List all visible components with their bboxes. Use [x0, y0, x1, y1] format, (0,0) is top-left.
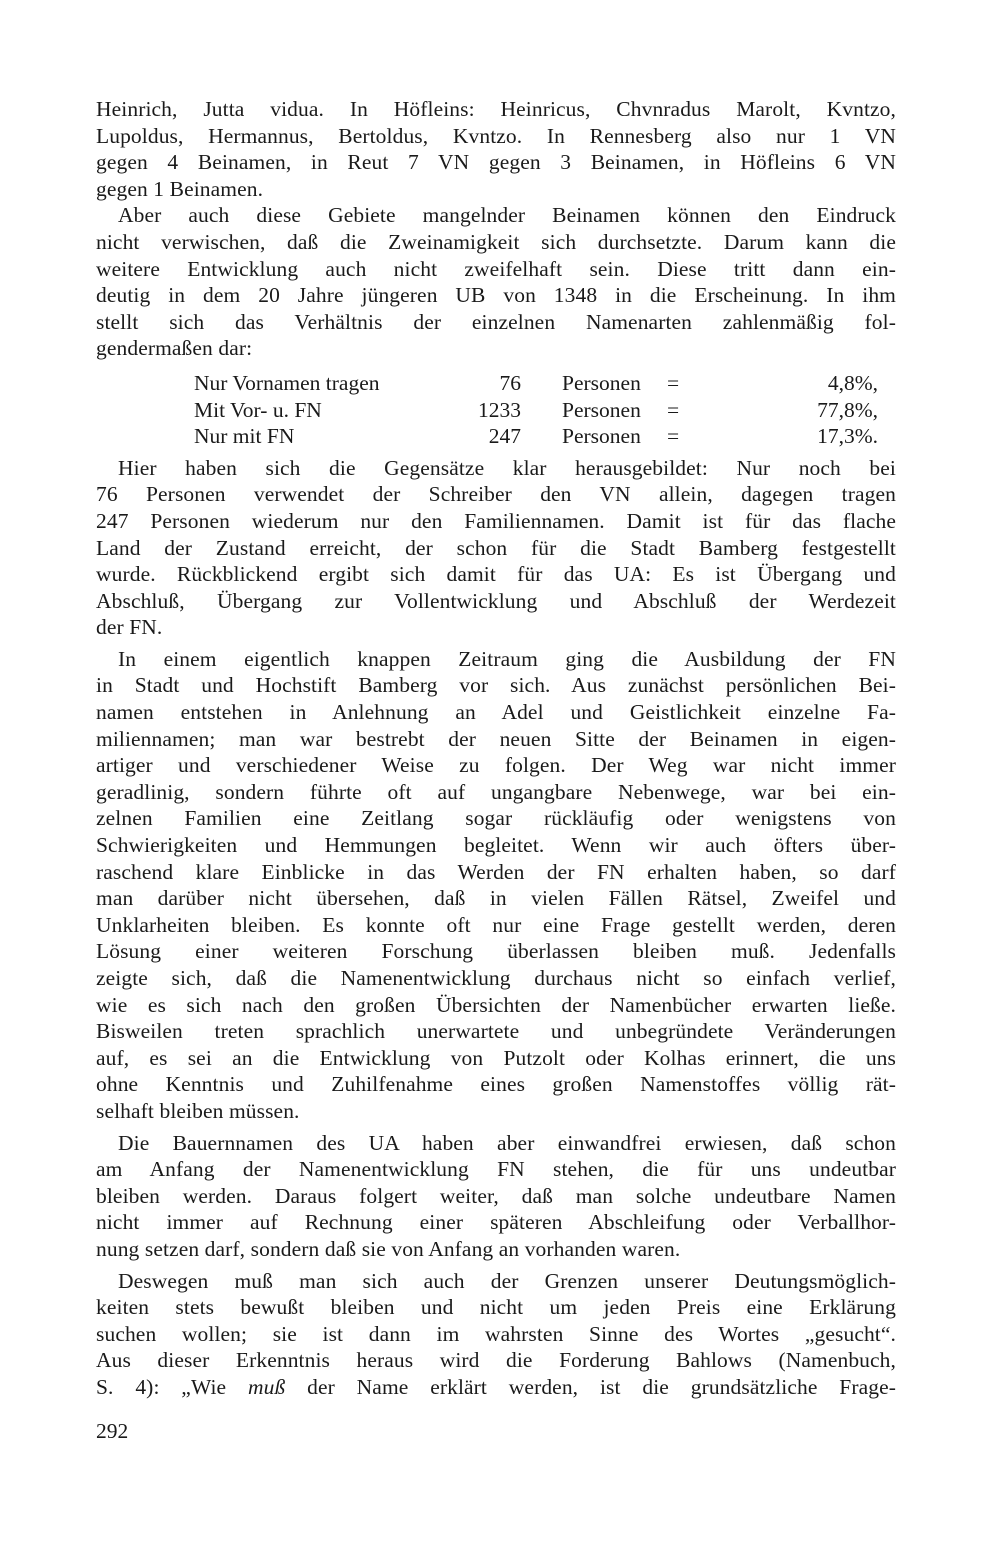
stat-count: 76	[499, 370, 521, 395]
stat-row	[96, 397, 896, 424]
stat-row	[96, 423, 896, 450]
text-line: Unklarheiten bleiben. Es konnte oft nur eine Frage gestellt werden, deren	[96, 912, 896, 937]
paragraph	[96, 202, 896, 362]
text-line: gegen 1 Beinamen.	[96, 176, 264, 201]
text-line: Aus dieser Erkenntnis heraus wird die Forderung Bahlows (Namenbuch,	[96, 1348, 896, 1373]
text-line: keiten stets bewußt bleiben und nicht um jeden Preis eine Erklärung	[96, 1295, 896, 1320]
text-line: namen entstehen in Anlehnung an Adel und Geistlichkeit einzelne Fa-	[96, 700, 896, 725]
stat-row	[96, 370, 896, 397]
text-line: Hier haben sich die Gegensätze klar herausgebildet: Nur noch bei	[118, 455, 896, 480]
stat-count: 247	[488, 424, 521, 449]
text-line: man darüber nicht übersehen, daß in vielen Fällen Rätsel, Zweifel und	[96, 886, 896, 911]
text-line: S. 4): „Wie muß der Name erklärt werden, ist die grundsätzliche Frage-	[96, 1374, 896, 1399]
stat-label: Nur Vornamen tragen	[194, 370, 380, 395]
text-line: selhaft bleiben müssen.	[96, 1098, 300, 1123]
text-line: deutig in dem 20 Jahre jüngeren UB von 1348 in die Erscheinung. In ihm	[96, 283, 896, 308]
paragraph	[96, 646, 896, 1125]
text-line: gendermaßen dar:	[96, 336, 253, 361]
text-line: am Anfang der Namenentwicklung FN stehen, die für uns undeutbar	[96, 1157, 896, 1182]
text-line: Heinrich, Jutta vidua. In Höfleins: Heinricus, Chvnradus Marolt, Kvntzo,	[96, 97, 896, 121]
text-line: In einem eigentlich knappen Zeitraum ging die Ausbildung der FN	[118, 646, 896, 671]
stat-unit: Personen	[562, 424, 641, 449]
paragraph	[96, 96, 896, 202]
stat-equals: =	[667, 397, 680, 422]
text-line: in Stadt und Hochstift Bamberg vor sich. Aus zunächst persönlichen Bei-	[96, 673, 896, 698]
text-line: ohne Kenntnis und Zuhilfenahme eines großen Namenstoffes völlig rät-	[96, 1072, 896, 1097]
page-number: 292	[96, 1419, 129, 1443]
paragraph	[96, 1130, 896, 1263]
stat-unit: Personen	[562, 397, 641, 422]
text-line: 76 Personen verwendet der Schreiber den VN allein, dagegen tragen	[96, 482, 896, 507]
text-line: Die Bauernnamen des UA haben aber einwandfrei erwiesen, daß schon	[118, 1130, 896, 1155]
text-line: wie es sich nach den großen Übersichten der Namenbücher erwarten ließe.	[96, 992, 896, 1017]
stat-count: 1233	[478, 397, 521, 422]
text-line: nung setzen darf, sondern daß sie von Anfang an vorhanden waren.	[96, 1236, 681, 1261]
stat-percent: 4,8%,	[827, 370, 878, 395]
stat-unit: Personen	[562, 370, 641, 395]
stat-percent: 17,3%.	[817, 424, 878, 449]
stat-label: Nur mit FN	[194, 424, 295, 449]
text-line: wurde. Rückblickend ergibt sich damit für das UA: Es ist Übergang und	[96, 562, 896, 587]
text-line: nicht verwischen, daß die Zweinamigkeit sich durchsetzte. Darum kann die	[96, 229, 896, 254]
text-line: suchen wollen; sie ist dann im wahrsten Sinne des Wortes „gesucht“.	[96, 1321, 896, 1346]
text-line: nicht immer auf Rechnung einer späteren Abschleifung oder Verballhor-	[96, 1210, 896, 1235]
text-line: 247 Personen wiederum nur den Familiennamen. Damit ist für das flache	[96, 508, 896, 533]
text-line: Aber auch diese Gebiete mangelnder Beinamen können den Eindruck	[118, 203, 896, 228]
stat-label: Mit Vor- u. FN	[194, 397, 322, 422]
text-line: Lupoldus, Hermannus, Bertoldus, Kvntzo. In Rennesberg also nur 1 VN	[96, 123, 896, 148]
text-line: raschend klare Einblicke in das Werden der FN erhalten haben, so darf	[96, 859, 896, 884]
text-line: gegen 4 Beinamen, in Reut 7 VN gegen 3 Beinamen, in Höfleins 6 VN	[96, 150, 896, 175]
text-line: auf, es sei an die Entwicklung von Putzolt oder Kolhas erinnert, die uns	[96, 1045, 896, 1070]
text-line: zeigte sich, daß die Namenentwicklung durchaus nicht so einfach verlief,	[96, 966, 896, 990]
text-line: miliennamen; man war bestrebt der neuen Sitte der Beinamen in eigen-	[96, 726, 896, 751]
text-line: Abschluß, Übergang zur Vollentwicklung und Abschluß der Werdezeit	[96, 588, 896, 613]
statistics-table	[96, 370, 896, 450]
stat-percent: 77,8%,	[817, 397, 878, 422]
page-body	[96, 96, 896, 1401]
text-line: Bisweilen treten sprachlich unerwartete und unbegründete Veränderungen	[96, 1019, 896, 1044]
text-line: Land der Zustand erreicht, der schon für die Stadt Bamberg festgestellt	[96, 535, 896, 560]
text-line: bleiben werden. Daraus folgert weiter, daß man solche undeutbare Namen	[96, 1183, 896, 1208]
stat-equals: =	[667, 424, 680, 449]
text-line: Lösung einer weiteren Forschung überlassen bleiben muß. Jedenfalls	[96, 939, 896, 964]
text-line: Schwierigkeiten und Hemmungen begleitet. Wenn wir auch öfters über-	[96, 833, 896, 858]
paragraph	[96, 455, 896, 641]
text-line: zelnen Familien eine Zeitlang sogar rückläufig oder wenigstens von	[96, 806, 896, 831]
text-line: Deswegen muß man sich auch der Grenzen unserer Deutungsmöglich-	[118, 1268, 896, 1293]
stat-equals: =	[667, 370, 680, 395]
text-line: artiger und verschiedener Weise zu folgen. Der Weg war nicht immer	[96, 753, 896, 778]
text-line: geradlinig, sondern führte oft auf ungangbare Nebenwege, war bei ein-	[96, 779, 896, 804]
text-line: stellt sich das Verhältnis der einzelnen Namenarten zahlenmäßig fol-	[96, 309, 896, 334]
text-line: der FN.	[96, 615, 163, 640]
text-line: weitere Entwicklung auch nicht zweifelhaft sein. Diese tritt dann ein-	[96, 256, 896, 281]
paragraph	[96, 1268, 896, 1401]
